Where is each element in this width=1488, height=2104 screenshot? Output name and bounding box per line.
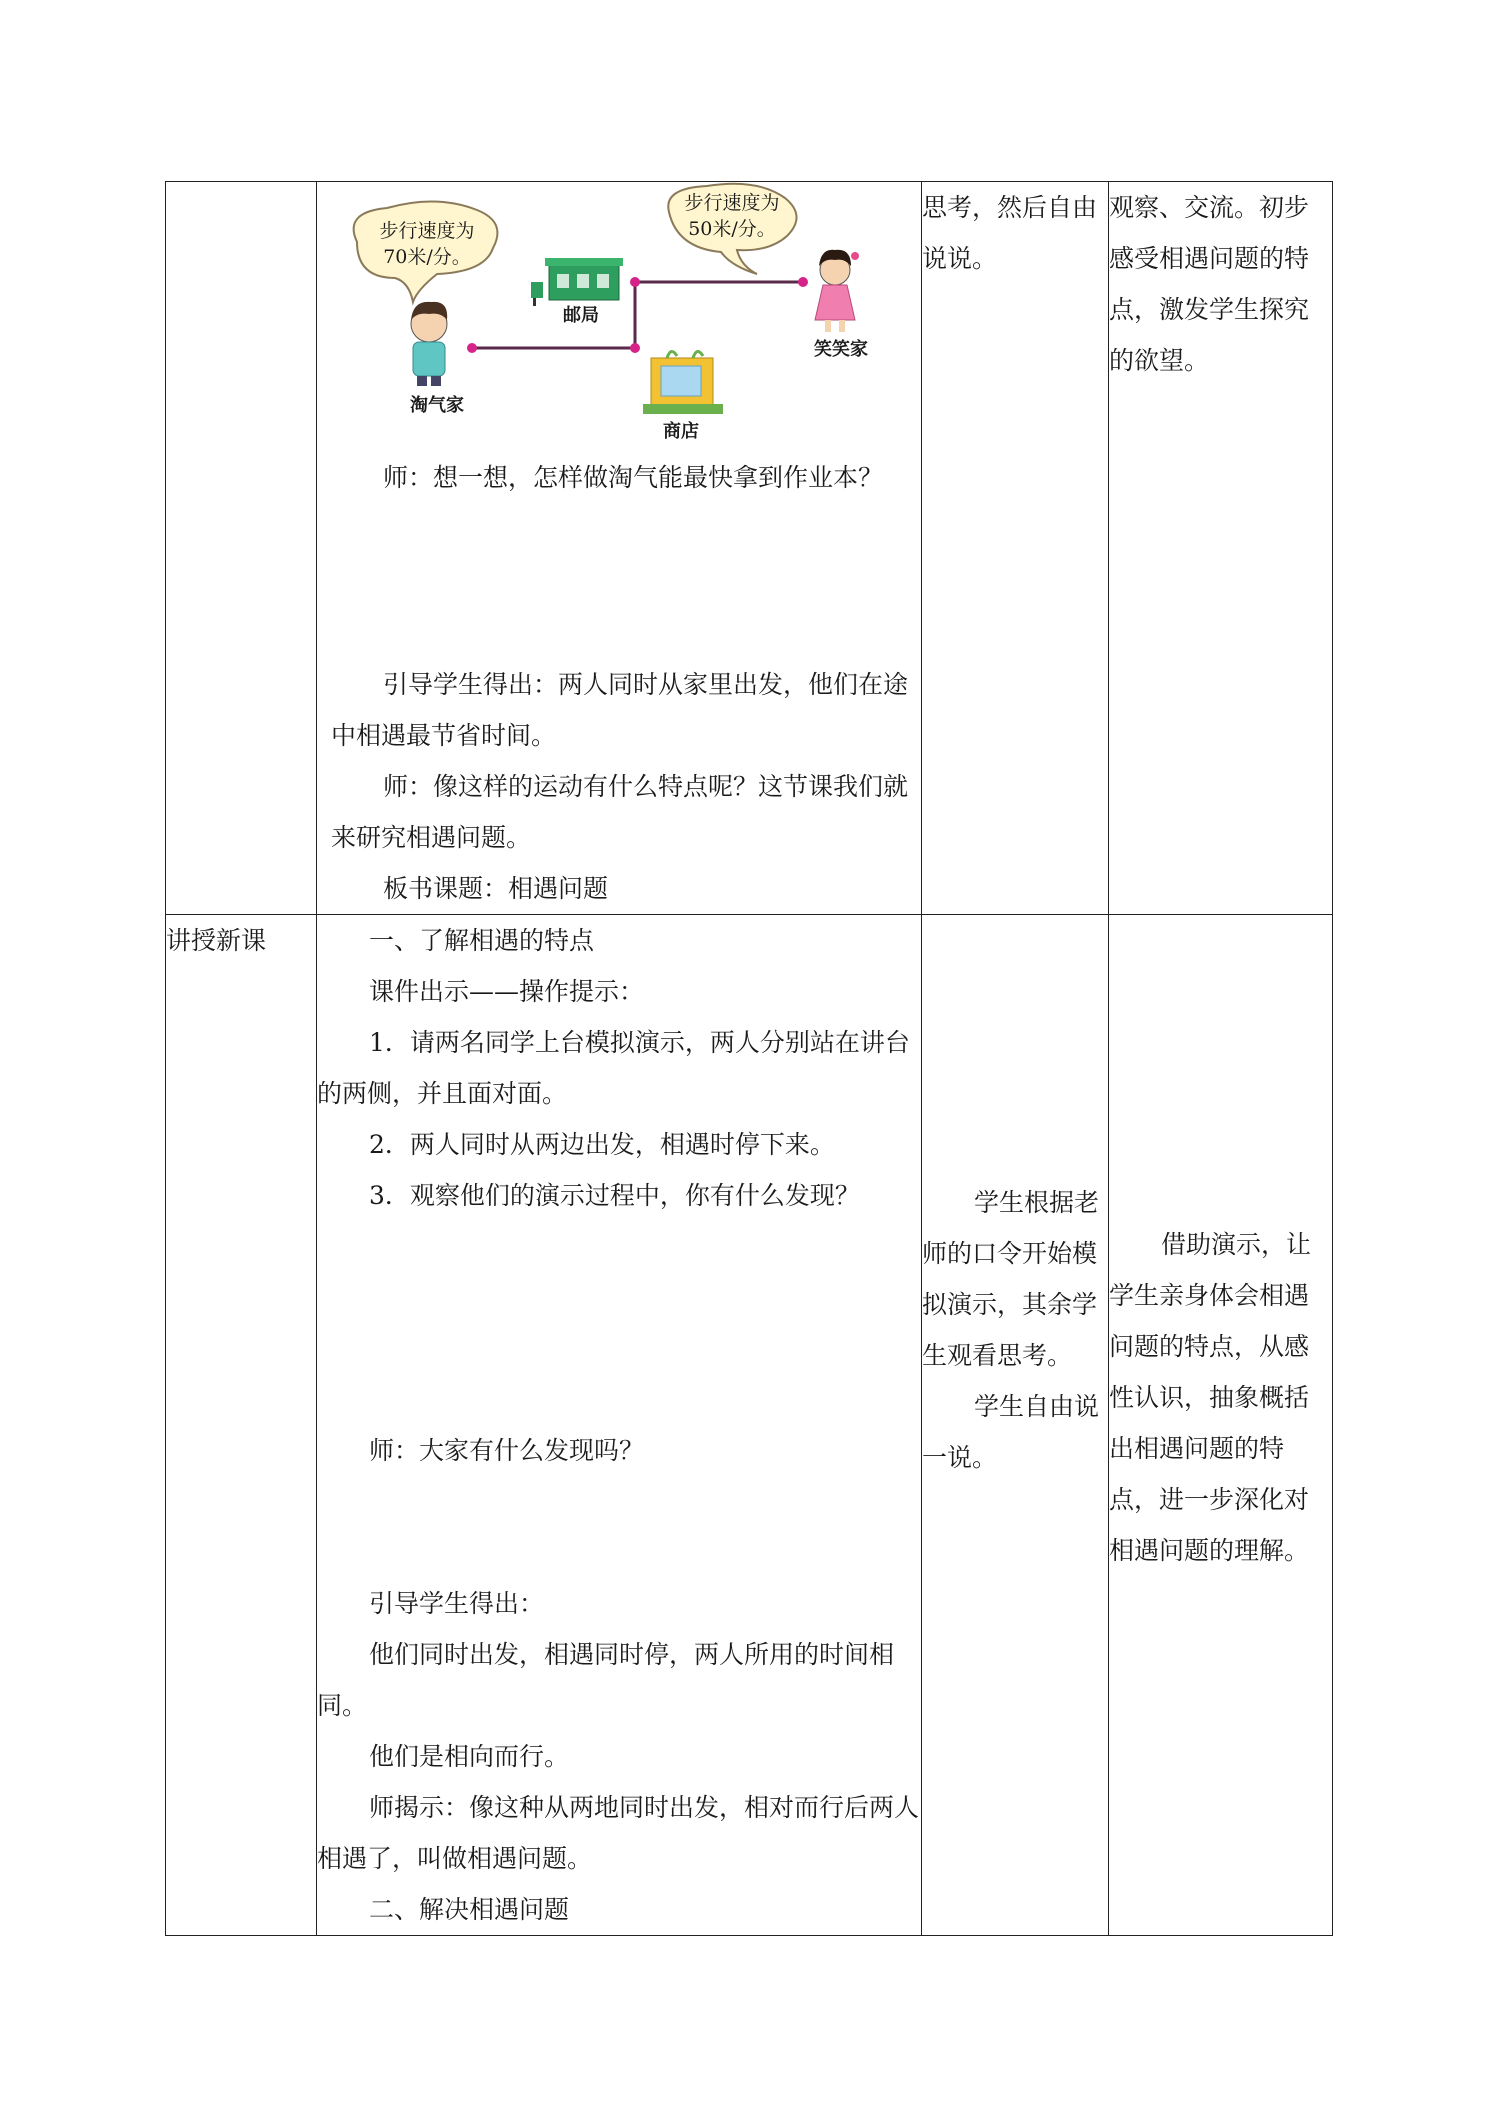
finding-2: 他们是相向而行。: [369, 1742, 570, 1771]
operation-step-3: 3．观察他们的演示过程中，你有什么发现？: [369, 1181, 860, 1210]
teacher-question-3: 师：大家有什么发现吗？: [369, 1436, 645, 1465]
speed-bubble-right-text: [667, 190, 797, 242]
teacher-question-2: 师：像这样的运动有什么特点呢？这节课我们就来研究相遇问题。: [331, 772, 909, 852]
student-activity-cell: [922, 915, 1109, 1936]
teacher-question-1: 师：想一想，怎样做淘气能最快拿到作业本？: [383, 463, 884, 492]
guide-students-1: 引导学生得出：两人同时从家里出发，他们在途中相遇最节省时间。: [331, 670, 909, 750]
section-heading-2: 二、解决相遇问题: [369, 1895, 570, 1924]
stage-cell-empty: [166, 182, 317, 915]
route-dot-xiaoxiao: [798, 277, 808, 287]
route-line: [472, 282, 803, 348]
post-office-label: 邮局: [563, 305, 599, 326]
store-label: 商店: [663, 421, 699, 442]
teacher-reveal: 师揭示：像这种从两地同时出发，相对而行后两人相遇了，叫做相遇问题。: [317, 1793, 920, 1873]
store-building: [643, 351, 723, 414]
teacher-activity-cell: [317, 182, 922, 915]
meeting-problem-illustration: [317, 182, 907, 452]
section-heading-1: 一、了解相遇的特点: [369, 926, 595, 955]
student-activity-demo: 学生根据老师的口令开始模拟演示，其余学生观看思考。: [922, 1188, 1100, 1370]
student-activity-discuss: 学生自由说一说。: [922, 1392, 1100, 1472]
operation-step-1: 1．请两名同学上台模拟演示，两人分别站在讲台的两侧，并且面对面。: [317, 1028, 910, 1108]
post-office-building: [531, 258, 623, 306]
boy-taoqi-figure: [411, 302, 447, 386]
table-row: [166, 915, 1333, 1936]
design-intent-cell: [1109, 182, 1333, 915]
xiaoxiao-home-label: 笑笑家: [814, 339, 868, 360]
design-intent-cell: [1109, 915, 1333, 1936]
taoqi-home-label: 淘气家: [410, 395, 464, 416]
route-dot-corner-low: [630, 343, 640, 353]
teacher-activity-cell: [317, 915, 922, 1936]
stage-cell: [166, 915, 317, 1936]
speed-bubble-left-text: [357, 218, 497, 270]
operation-step-2: 2．两人同时从两边出发，相遇时停下来。: [369, 1130, 835, 1159]
student-activity-text: 思考，然后自由说说。: [922, 193, 1098, 273]
lesson-table: [165, 181, 1333, 1936]
speed-bubble-right-line-1: 步行速度为: [684, 192, 780, 214]
courseware-prompt: 课件出示——操作提示：: [369, 977, 645, 1006]
table-row: [166, 182, 1333, 915]
speed-bubble-right-line-2: 50米/分。: [688, 218, 776, 240]
finding-1: 他们同时出发，相遇同时停，两人所用的时间相同。: [317, 1640, 895, 1720]
student-activity-cell: [922, 182, 1109, 915]
speed-bubble-left-line-1: 步行速度为: [379, 220, 475, 242]
girl-xiaoxiao-figure: [815, 250, 859, 332]
design-intent-text: 观察、交流。初步感受相遇问题的特点，激发学生探究的欲望。: [1109, 193, 1310, 375]
design-intent-text-2: 借助演示，让学生亲身体会相遇问题的特点，从感性认识，抽象概括出相遇问题的特点，进一步深化对相遇问题的理解。: [1109, 1230, 1312, 1565]
stage-label: 讲授新课: [166, 926, 267, 955]
guide-students-2: 引导学生得出：: [369, 1589, 545, 1618]
route-dot-taoqi: [467, 343, 477, 353]
route-dot-corner-high: [630, 277, 640, 287]
speed-bubble-left-line-2: 70米/分。: [383, 246, 471, 268]
board-title: 板书课题：相遇问题: [383, 874, 609, 903]
